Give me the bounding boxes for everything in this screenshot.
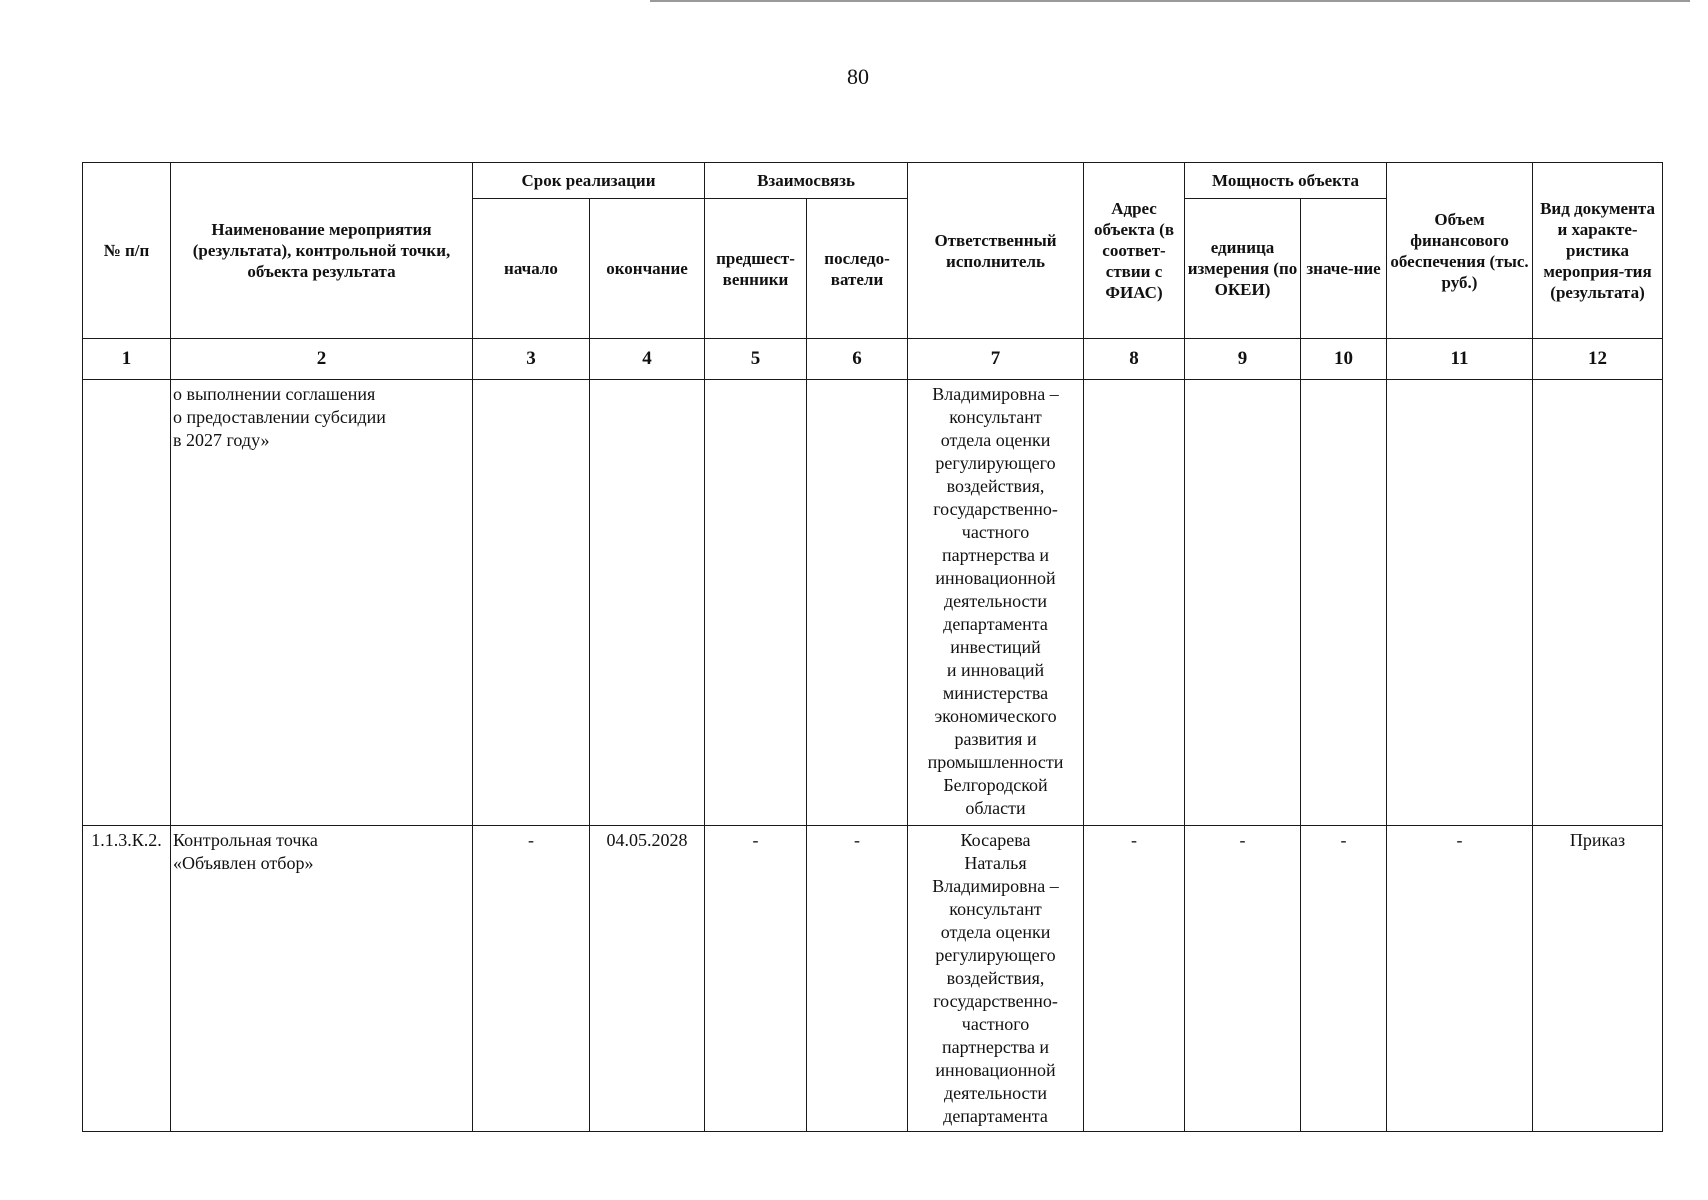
cell-unit	[1185, 380, 1301, 826]
header-executor: Ответственный исполнитель	[908, 163, 1084, 339]
cell-finance: -	[1387, 826, 1533, 1132]
column-number: 6	[807, 339, 908, 380]
cell-end	[590, 380, 705, 826]
column-number: 10	[1301, 339, 1387, 380]
header-link-group: Взаимосвязь	[705, 163, 908, 199]
cell-start	[473, 380, 590, 826]
header-start: начало	[473, 199, 590, 339]
column-number: 3	[473, 339, 590, 380]
header-value: значе-ние	[1301, 199, 1387, 339]
header-successors: последо-ватели	[807, 199, 908, 339]
header-term-group: Срок реализации	[473, 163, 705, 199]
cell-num	[83, 380, 171, 826]
header-num: № п/п	[83, 163, 171, 339]
cell-predecessors	[705, 380, 807, 826]
cell-value: -	[1301, 826, 1387, 1132]
cell-executor: Владимировна – консультант отдела оценки регулирующего воздействия, государственно- частного партнерства и инновационной деятельности департамента инвестиций и инноваций министерства экономического развития и промышленности Белгородской области	[908, 380, 1084, 826]
cell-predecessors: -	[705, 826, 807, 1132]
column-number: 12	[1533, 339, 1663, 380]
scan-edge-line	[650, 0, 1690, 2]
header-finance: Объем финансового обеспечения (тыс. руб.)	[1387, 163, 1533, 339]
header-row-1	[83, 163, 1663, 199]
header-end: окончание	[590, 199, 705, 339]
column-number: 4	[590, 339, 705, 380]
column-number: 7	[908, 339, 1084, 380]
cell-finance	[1387, 380, 1533, 826]
column-number: 5	[705, 339, 807, 380]
page-number: 80	[847, 64, 869, 89]
table-row	[83, 826, 1663, 1132]
column-number: 1	[83, 339, 171, 380]
cell-start: -	[473, 826, 590, 1132]
column-numbers-row	[83, 339, 1663, 380]
cell-num: 1.1.3.К.2.	[83, 826, 171, 1132]
cell-doc-type: Приказ	[1533, 826, 1663, 1132]
column-number: 9	[1185, 339, 1301, 380]
cell-successors	[807, 380, 908, 826]
cell-address: -	[1084, 826, 1185, 1132]
cell-name: Контрольная точка «Объявлен отбор»	[171, 826, 473, 1132]
cell-address	[1084, 380, 1185, 826]
header-address: Адрес объекта (в соответ-ствии с ФИАС)	[1084, 163, 1185, 339]
cell-doc-type	[1533, 380, 1663, 826]
cell-end: 04.05.2028	[590, 826, 705, 1132]
cell-executor: Косарева Наталья Владимировна – консультант отдела оценки регулирующего воздействия, государственно- частного партнерства и инновационной деятельности департамента	[932, 830, 1059, 1126]
cell-value	[1301, 380, 1387, 826]
column-number: 2	[171, 339, 473, 380]
header-doc-type: Вид документа и характе-ристика мероприя-тия (результата)	[1533, 163, 1663, 339]
cell-successors: -	[807, 826, 908, 1132]
cell-unit: -	[1185, 826, 1301, 1132]
cell-name: о выполнении соглашения о предоставлении субсидии в 2027 году»	[171, 380, 473, 826]
header-power-group: Мощность объекта	[1185, 163, 1387, 199]
events-table	[82, 162, 1663, 1132]
header-predecessors: предшест-венники	[705, 199, 807, 339]
header-unit: единица измерения (по ОКЕИ)	[1185, 199, 1301, 339]
column-number: 8	[1084, 339, 1185, 380]
table-row	[83, 380, 1663, 826]
header-name: Наименование мероприятия (результата), контрольной точки, объекта результата	[171, 163, 473, 339]
column-number: 11	[1387, 339, 1533, 380]
